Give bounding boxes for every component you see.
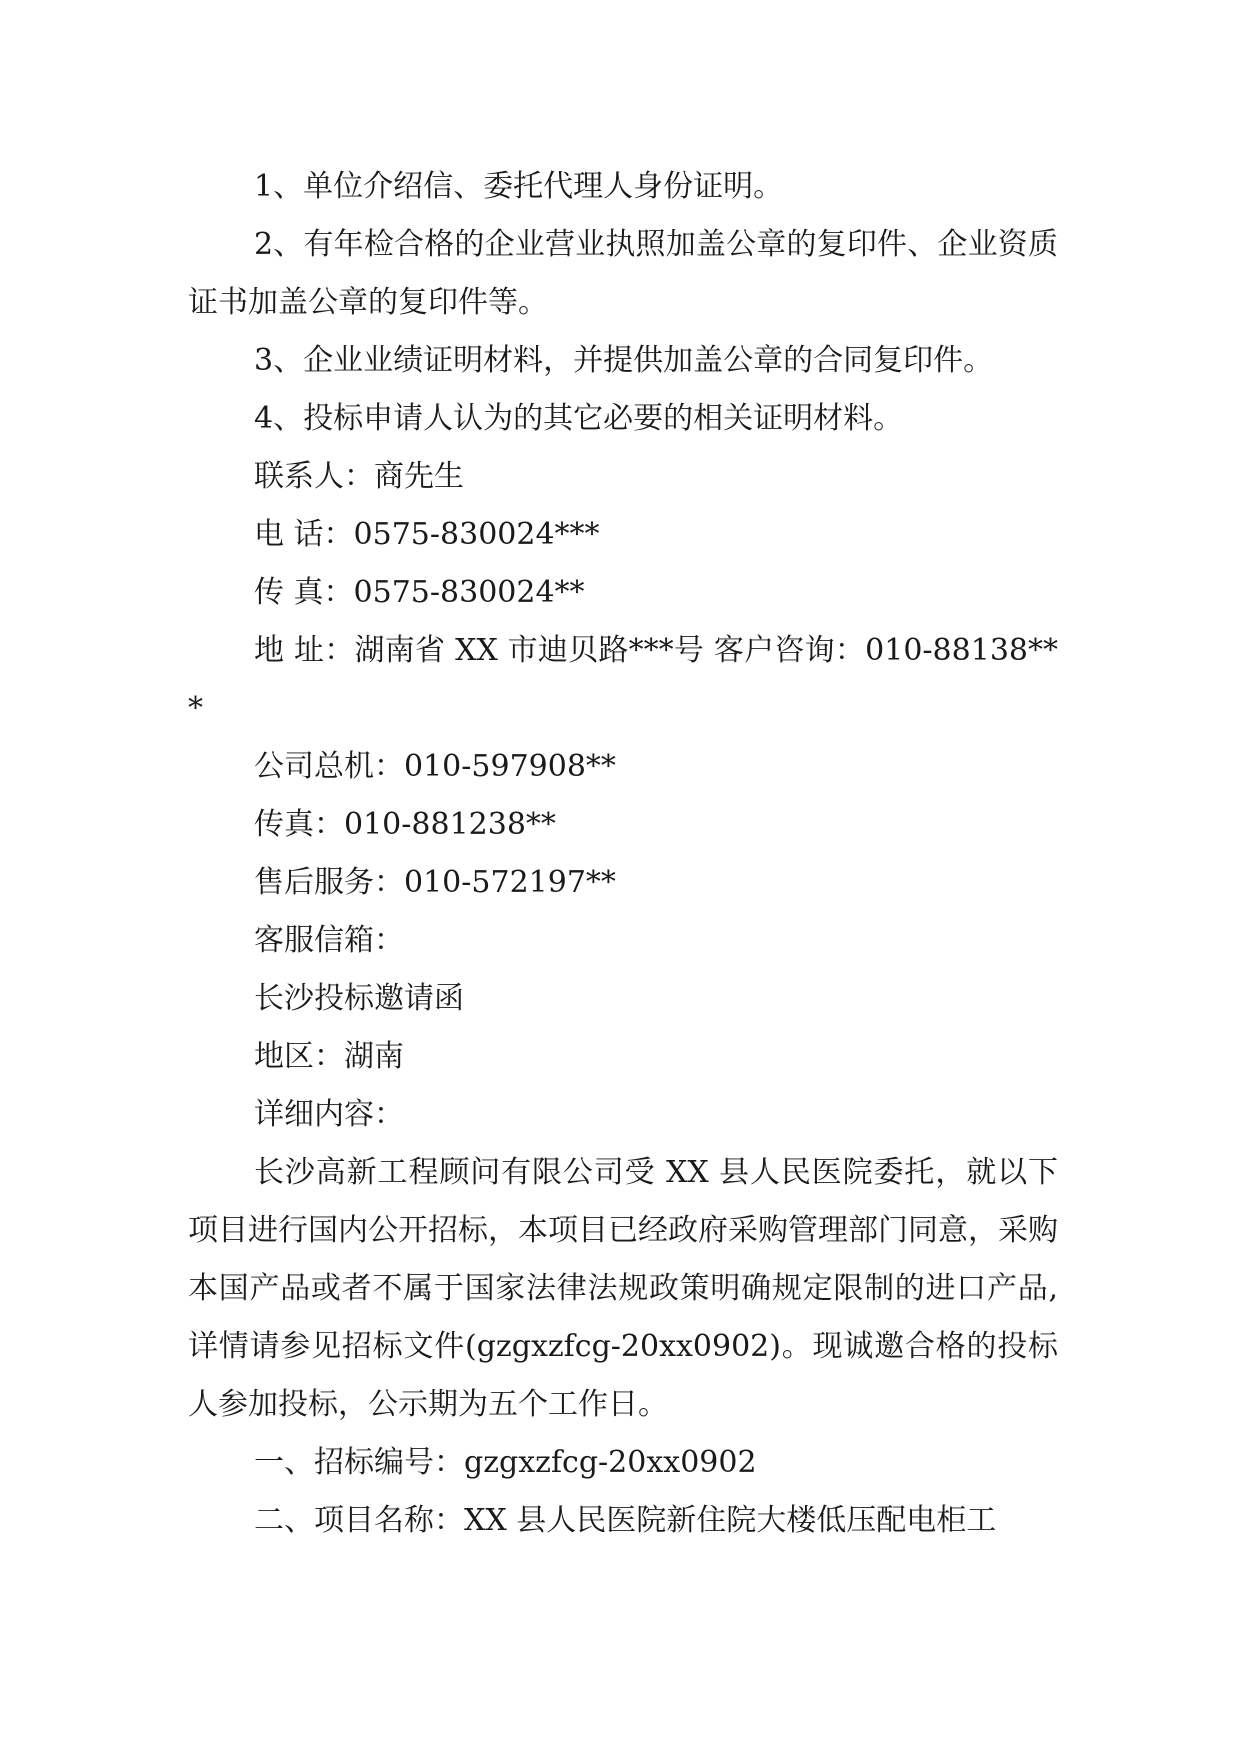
tender-number: 一、招标编号：gzgxzfcg-20xx0902 — [254, 1445, 757, 1480]
paragraph-requirement-3: 3、企业业绩证明材料，并提供加盖公章的合同复印件。 — [254, 343, 994, 378]
section-title: 长沙投标邀请函 — [254, 981, 464, 1016]
service-mailbox: 客服信箱： — [254, 923, 404, 958]
paragraph-requirement-1: 1、单位介绍信、委托代理人身份证明。 — [254, 169, 784, 204]
project-name: 二、项目名称：XX 县人民医院新住院大楼低压配电柜工 — [254, 1503, 997, 1538]
contact-address: 地 址：湖南省 XX 市迪贝路***号 客户咨询：010-88138*** — [188, 633, 1058, 726]
company-switchboard: 公司总机：010-597908** — [254, 749, 616, 784]
details-label: 详细内容： — [254, 1097, 404, 1132]
paragraph-requirement-4: 4、投标申请人认为的其它必要的相关证明材料。 — [254, 401, 904, 436]
contact-fax: 传 真：0575-830024** — [254, 575, 585, 610]
document-body — [188, 158, 1058, 1550]
contact-phone: 电 话：0575-830024*** — [254, 517, 600, 552]
invitation-paragraph: 长沙高新工程顾问有限公司受 XX 县人民医院委托，就以下项目进行国内公开招标，本项目已经政府采购管理部门同意，采购本国产品或者不属于国家法律法规政策明确规定限制的进口产品,详情请参见招标文件(gzgxzfcg-20xx0902)。现诚邀合格的投标人参加投标，公示期为五个工作日。 — [188, 1155, 1058, 1422]
company-fax: 传真：010-881238** — [254, 807, 556, 842]
paragraph-requirement-2: 2、有年检合格的企业营业执照加盖公章的复印件、企业资质证书加盖公章的复印件等。 — [188, 227, 1058, 320]
contact-person: 联系人：商先生 — [254, 459, 464, 494]
after-sales-service: 售后服务：010-572197** — [254, 865, 616, 900]
region: 地区：湖南 — [254, 1039, 404, 1074]
